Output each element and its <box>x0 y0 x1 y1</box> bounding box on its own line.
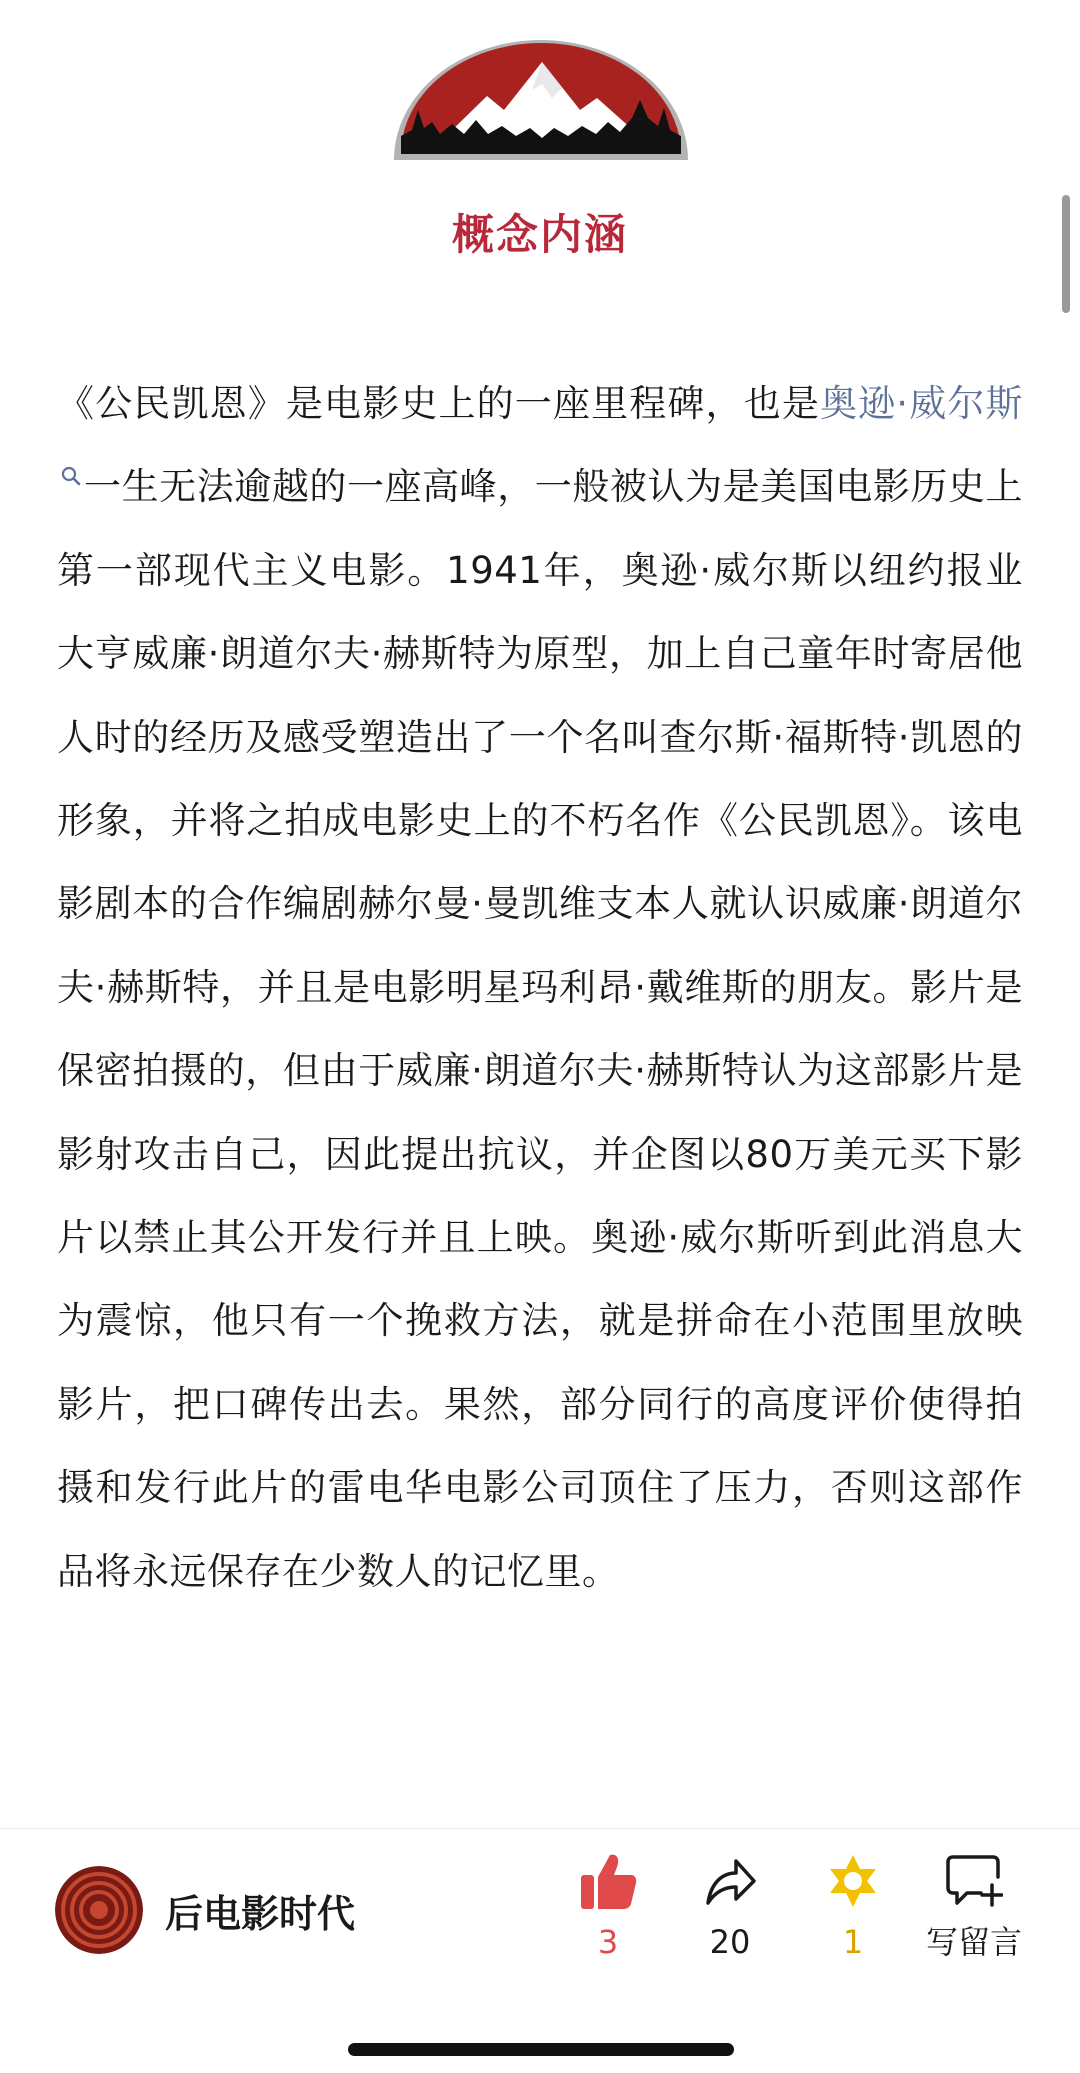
search-icon[interactable] <box>61 466 81 486</box>
share-arrow-icon <box>702 1850 758 1912</box>
comment-icon <box>945 1850 1003 1912</box>
article-body <box>57 362 1023 1613</box>
star-button[interactable] <box>788 1850 918 1962</box>
comment-button[interactable] <box>909 1850 1039 1962</box>
share-count: 20 <box>709 1923 751 1961</box>
like-count: 3 <box>597 1923 619 1961</box>
account-info[interactable] <box>55 1866 355 1954</box>
mountain-emblem <box>392 38 690 165</box>
section-title: 概念内涵 <box>451 210 628 259</box>
like-button[interactable] <box>543 1850 673 1962</box>
divider <box>0 1828 1080 1829</box>
avatar[interactable] <box>55 1866 143 1954</box>
star-icon <box>824 1850 882 1912</box>
comment-label: 写留言 <box>925 1923 1022 1961</box>
article-text: 《公民凯恩》是电影史上的一座里程碑，也是 <box>57 382 820 425</box>
home-indicator[interactable] <box>348 2043 734 2056</box>
person-link[interactable]: 奥逊·威尔斯 <box>820 382 1024 425</box>
article-text: 一生无法逾越的一座高峰，一般被认为是美国电影历史上第一部现代主义电影。1941年，奥逊·威尔斯以纽约报业大亨威廉·朗道尔夫·赫斯特为原型，加上自己童年时寄居他人时的经历及感受塑造出了一个名叫查尔斯·福斯特·凯恩的形象，并将之拍成电影史上的不朽名作《公民凯恩》。该电影剧本的合作编剧赫尔曼·曼凯维支本人就认识威廉·朗道尔夫·赫斯特，并且是电影明星玛利昂·戴维斯的朋友。影片是保密拍摄的，但由于威廉·朗道尔夫·赫斯特认为这部影片是影射攻击自己，因此提出抗议，并企图以80万美元买下影片以禁止其公开发行并且上映。奥逊·威尔斯听到此消息大为震惊，他只有一个挽救方法，就是拼命在小范围里放映影片，把口碑传出去。果然，部分同行的高度评价使得拍摄和发行此片的雷电华电影公司顶住了压力，否则这部作品将永远保存在少数人的记忆里。 <box>57 465 1023 1593</box>
star-count: 1 <box>842 1923 864 1961</box>
thumbs-up-icon <box>579 1850 637 1912</box>
account-name[interactable]: 后电影时代 <box>165 1891 356 1936</box>
share-button[interactable] <box>665 1850 795 1962</box>
